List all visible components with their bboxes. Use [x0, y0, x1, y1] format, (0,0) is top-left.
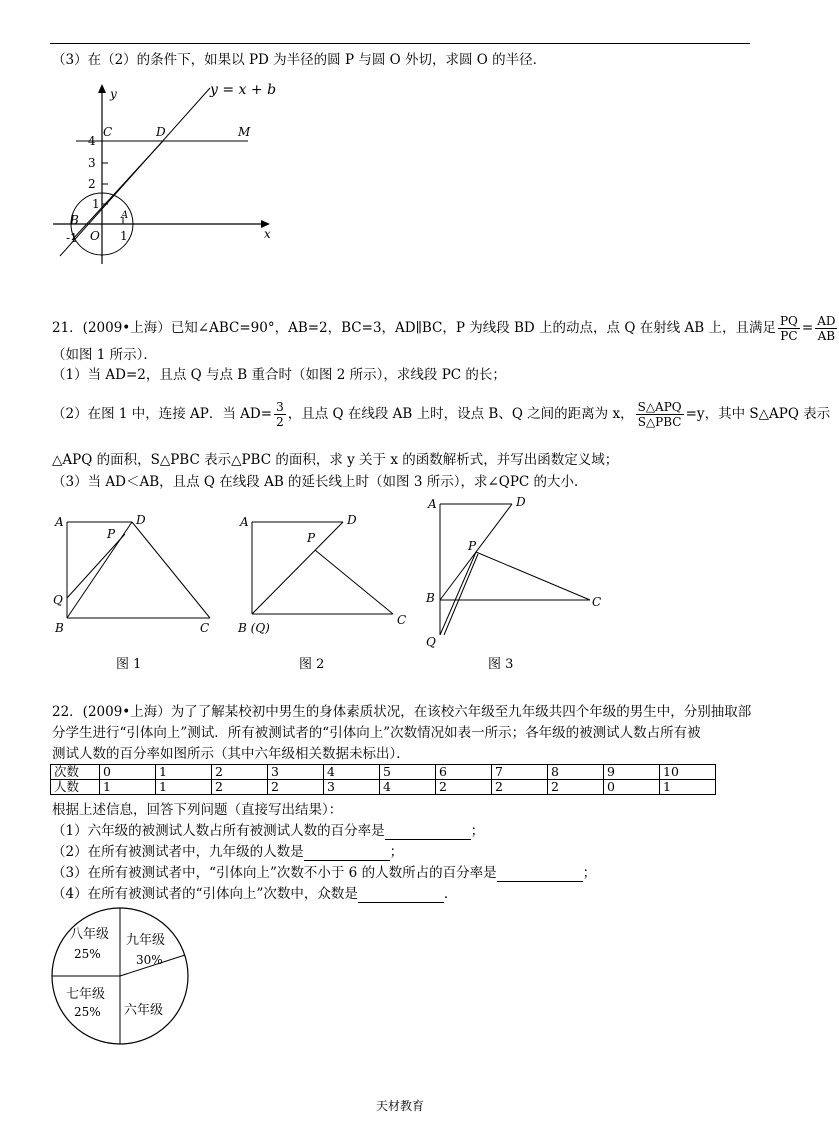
fig3-label-q: Q [426, 635, 436, 649]
tick-label-neg1: -1 [66, 231, 78, 245]
line-od [72, 141, 163, 240]
q20-part3: （3）在（2）的条件下，如果以 PD 为半径的圆 P 与圆 O 外切，求圆 O 的半径． [52, 52, 547, 68]
figure-1 [50, 508, 230, 672]
seg-qp-2 [444, 554, 478, 635]
tick-label-1: 1 [92, 197, 100, 211]
table-row-counts: 次数 0 1 2 3 4 5 6 7 8 9 10 [51, 765, 716, 780]
y-axis-label: y [110, 87, 117, 101]
tick-label-x1: 1 [120, 229, 128, 243]
q21-intro-end: （如图 1 所示）． [52, 347, 157, 363]
figure-2 [233, 508, 418, 672]
answer-blank-1[interactable] [385, 825, 471, 840]
q21-intro: 21．(2009•上海）已知∠ABC=90°，AB=2，BC=3，AD∥BC，P 为线段 BD 上的动点，点 Q 在射线 AB 上，且满足 $\frac{PQ}{PC}$ = $\frac{AD}{AB}$ [52, 314, 836, 343]
fig1-label-a: A [55, 515, 64, 529]
label-o: O [90, 229, 100, 243]
fraction-pq-pc: $\frac{PQ}{PC}$ [779, 314, 798, 343]
seg-bd [252, 522, 343, 614]
fig1-label-p: P [107, 527, 116, 541]
fig1-label-q: Q [53, 593, 63, 607]
pie-pct-grade7: 25% [74, 1005, 101, 1019]
fig1-label-b: B [55, 621, 64, 635]
table-header-people: 人数 [51, 780, 100, 795]
fig3-label-b: B [426, 591, 435, 605]
q21-part2-line2: △APQ 的面积，S△PBC 表示△PBC 的面积，求 y 关于 x 的函数解析式，并写出函数定义域； [52, 452, 619, 468]
pie-label-grade9: 九年级 [126, 933, 166, 948]
pie-label-grade6: 六年级 [124, 1003, 164, 1018]
figure-3 [420, 490, 610, 670]
pie-label-grade7: 七年级 [66, 987, 106, 1002]
fraction-area-ratio: $\frac{\text{S△APQ}}{\text{S△PBC}}$ [637, 400, 682, 429]
fig2-label-c: C [397, 613, 407, 627]
q21-part1: （1）当 AD=2，且点 Q 与点 B 重合时（如图 2 所示），求线段 PC 的长； [52, 367, 506, 383]
answer-blank-4[interactable] [358, 888, 444, 903]
label-a: A [121, 210, 129, 221]
fig2-label-d: D [347, 513, 357, 527]
table-row-people: 人数 1 1 2 2 3 4 2 2 2 0 1 [51, 780, 716, 795]
seg-dc [132, 522, 210, 618]
tick-label-3: 3 [88, 156, 96, 170]
label-b: B [70, 213, 79, 227]
pie-label-grade8: 八年级 [70, 927, 110, 942]
fig1-caption: 图 1 [116, 657, 142, 672]
fig1-label-c: C [200, 621, 210, 635]
tick-label-2: 2 [88, 177, 96, 191]
label-m: M [238, 125, 251, 139]
label-d: D [156, 125, 166, 139]
fig3-label-d: D [516, 495, 526, 509]
fig3-label-a: A [428, 497, 437, 511]
fig2-label-p: P [307, 531, 316, 545]
count-table [50, 764, 716, 795]
line-label: y = x + b [210, 82, 277, 98]
tick-label-4: 4 [88, 134, 96, 148]
label-c: C [103, 125, 113, 139]
fig2-label-a: A [240, 515, 249, 529]
page-footer: 天材教育 [375, 1099, 424, 1113]
grade-pie-chart [48, 902, 198, 1052]
q21-part3: （3）当 AD＜AB，且点 Q 在线段 AB 的延长线上时（如图 3 所示），求∠QPC 的大小． [52, 474, 588, 490]
fraction-ad-ab: $\frac{AD}{AB}$ [817, 314, 836, 343]
q22-question4: （4）在所有被测试者的“引体向上”次数中，众数是 ． [52, 886, 458, 902]
y-axis-arrow [98, 84, 106, 93]
pie-pct-grade8: 25% [74, 947, 101, 961]
fig3-label-p: P [468, 539, 477, 553]
seg-pc [476, 552, 590, 600]
fig3-caption: 图 3 [488, 657, 514, 672]
q20-coordinate-graph [48, 78, 293, 268]
seg-qp [67, 534, 125, 598]
pie-pct-grade9: 30% [136, 953, 163, 967]
x-axis-label: x [264, 227, 271, 241]
q22-line3: 测试人数的百分率如图所示（其中六年级相关数据未标出）． [52, 746, 410, 762]
fig2-caption: 图 2 [299, 657, 325, 672]
q22-question3: （3）在所有被测试者中，“引体向上”次数不小于 6 的人数所占的百分率是 ； [52, 865, 597, 881]
q22-question1: （1）六年级的被测试人数占所有被测试人数的百分率是 ； [52, 823, 485, 839]
fig1-label-d: D [136, 513, 146, 527]
answer-blank-3[interactable] [497, 867, 583, 882]
fig3-label-c: C [592, 595, 602, 609]
seg-pc [315, 550, 393, 614]
q22-question2: （2）在所有被测试者中，九年级的人数是 ； [52, 844, 404, 860]
fraction-3-2: $\frac{3}{2}$ [276, 400, 284, 429]
q22-line1: 22．(2009•上海）为了了解某校初中男生的身体素质状况，在该校六年级至九年级共四个年级的男生中，分别抽取部 [52, 704, 752, 720]
fig2-label-bq: B (Q) [238, 621, 270, 635]
answer-blank-2[interactable] [304, 846, 390, 861]
q22-line2: 分学生进行“引体向上”测试．所有被测试者的“引体向上”次数情况如表一所示；各年级的被测试人数占所有被 [52, 725, 701, 741]
top-rule [50, 43, 750, 44]
table-header-counts: 次数 [51, 765, 100, 780]
q22-info: 根据上述信息，回答下列问题（直接写出结果）： [52, 802, 343, 818]
q21-part2: （2）在图 1 中，连接 AP．当 AD= $\frac{3}{2}$ ，且点 Q 在线段 AB 上时，设点 B、Q 之间的距离为 x， $\frac{\text{S△APQ}}{\text{S△PBC}}$ =y，其中 S△APQ 表示 [52, 400, 831, 429]
